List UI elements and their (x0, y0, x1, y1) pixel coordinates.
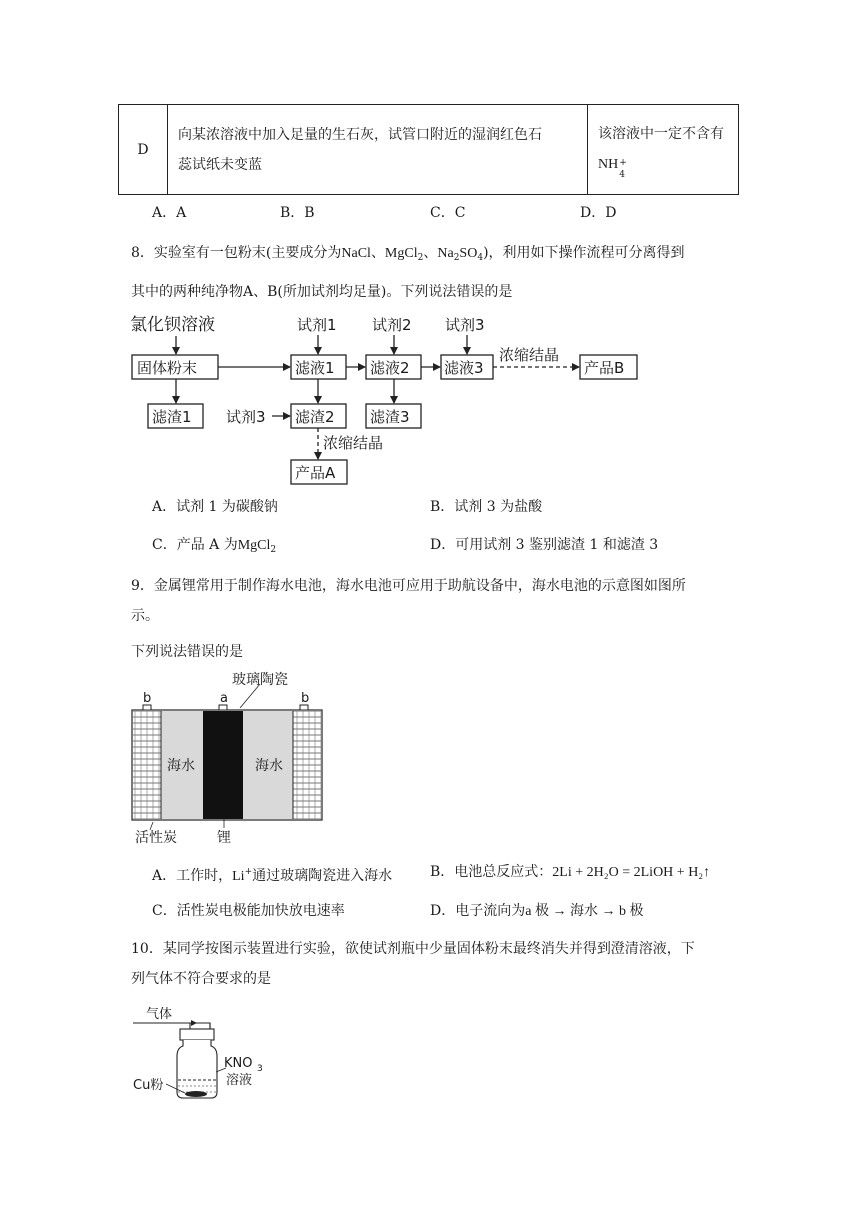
label-product-a: 产品A (295, 464, 336, 482)
conclusion-line-1: 该溶液中一定不含有 (598, 126, 724, 142)
label-residue-2: 滤渣2 (295, 408, 335, 426)
q9-option-a[interactable]: A．工作时，Li+通过玻璃陶瓷进入海水 (152, 867, 393, 884)
label-activated-carbon: 活性炭 (135, 830, 177, 846)
q8-option-b[interactable]: B．试剂 3 为盐酸 (430, 499, 543, 515)
q8-stem-line-1: 8．实验室有一包粉末(主要成分为NaCl、MgCl$_2$、$Na_2SO_4$)，利用如下操作流程可分离得到 (131, 245, 685, 263)
label-b-right: b (301, 691, 310, 706)
label-gas: 气体 (146, 1007, 173, 1022)
q9-option-b[interactable]: B．电池总反应式：2Li + 2H₂O = 2LiOH + H₂↑ (430, 864, 711, 880)
label-kno3: KNO (224, 1056, 253, 1071)
q8-option-d[interactable]: D．可用试剂 3 鉴别滤渣 1 和滤渣 3 (430, 537, 659, 553)
q9-option-d[interactable]: D．电子流向为a 极 → 海水 → b 极 (430, 903, 644, 919)
label-solid-powder: 固体粉末 (137, 359, 198, 377)
label-product-b: 产品B (584, 359, 625, 377)
copper-powder (185, 1091, 207, 1097)
label-glass-ceramic: 玻璃陶瓷 (232, 672, 288, 688)
operation-line-2: 蕊试纸未变蓝 (178, 156, 262, 173)
label-seawater-right: 海水 (255, 758, 283, 774)
label-residue-3: 滤渣3 (370, 408, 410, 426)
label-reagent-3-left: 试剂3 (226, 408, 266, 426)
bottle-body (177, 1040, 217, 1098)
label-concentrate-right: 浓缩结晶 (499, 346, 560, 364)
label-reagent-3-top: 试剂3 (445, 316, 485, 334)
label-b-left: b (143, 691, 152, 706)
q7-option-d[interactable]: D．D (580, 205, 617, 221)
label-seawater-left: 海水 (167, 758, 195, 774)
q9-stem-line-1: 9．金属锂常用于制作海水电池，海水电池可应用于助航设备中，海水电池的示意图如图所 (131, 578, 686, 594)
operation-line-1: 向某浓溶液中加入足量的生石灰，试管口附近的湿润红色石 (178, 126, 542, 143)
label-filtrate-2: 滤液2 (370, 359, 410, 377)
q9-stem-line-3: 下列说法错误的是 (131, 644, 243, 660)
label-solution: 溶液 (226, 1073, 253, 1088)
q9-option-c[interactable]: C．活性炭电极能加快放电速率 (152, 903, 345, 919)
label-lithium: 锂 (217, 830, 231, 846)
row-letter: D (119, 105, 168, 195)
q7-option-b[interactable]: B．B (280, 205, 315, 221)
label-concentrate-down: 浓缩结晶 (323, 434, 384, 452)
q8-option-a[interactable]: A．试剂 1 为碳酸钠 (152, 499, 278, 515)
q8-stem-line-2: 其中的两种纯净物A、B(所加试剂均足量)。下列说法错误的是 (131, 284, 513, 300)
label-residue-1: 滤渣1 (152, 408, 192, 426)
q7-option-a[interactable]: A．A (152, 205, 187, 221)
q8-option-c[interactable]: C．产品 A 为MgCl$_2$ (152, 537, 277, 555)
ammonium-ion: NH + 4 (598, 157, 627, 180)
label-reagent-1: 试剂1 (297, 316, 337, 334)
label-kno3-subscript: 3 (257, 1064, 263, 1074)
label-bacl2-solution: 氯化钡溶液 (130, 315, 215, 335)
bottle-stopper (180, 1029, 214, 1040)
q7-option-c[interactable]: C．C (430, 205, 466, 221)
label-a: a (220, 691, 228, 706)
label-filtrate-3: 滤液3 (444, 359, 484, 377)
label-reagent-2: 试剂2 (372, 316, 412, 334)
q10-stem-line-1: 10．某同学按图示装置进行实验，欲使试剂瓶中少量固体粉末最终消失并得到澄清溶液，下 (131, 941, 695, 957)
label-cu-powder: Cu粉 (133, 1078, 164, 1093)
q9-stem-line-2: 示。 (131, 608, 159, 624)
q10-stem-line-2: 列气体不符合要求的是 (131, 971, 271, 987)
label-filtrate-1: 滤液1 (295, 359, 335, 377)
